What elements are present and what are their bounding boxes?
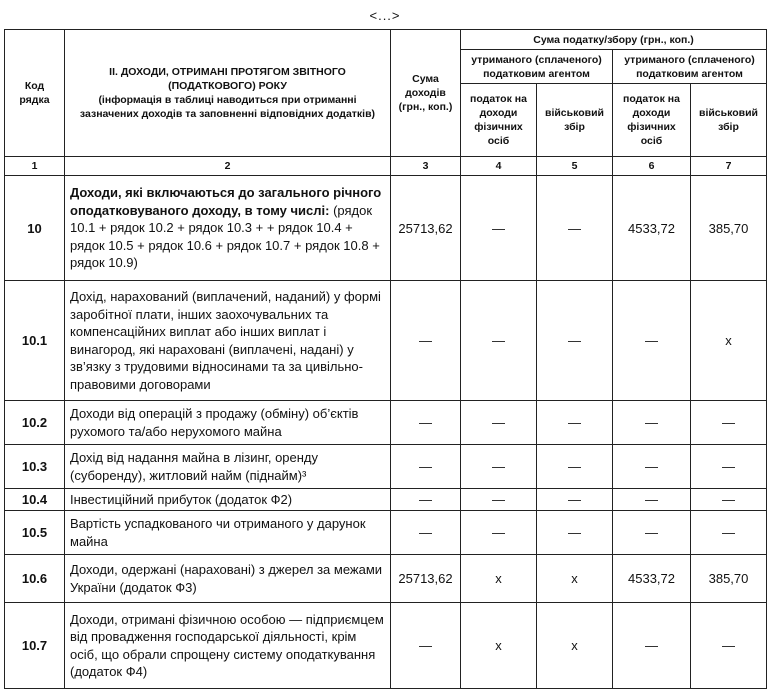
- row-description: [65, 176, 391, 281]
- military-cell-2: 385,70: [691, 555, 767, 603]
- header-income-sum: Сума доходів (грн., коп.): [391, 30, 461, 157]
- income-sum-cell: —: [391, 489, 461, 511]
- header-pdfo: податок на доходи фізичних осіб: [461, 84, 537, 157]
- income-sum-cell: —: [391, 603, 461, 689]
- income-sum-cell: —: [391, 401, 461, 445]
- row-code: 10: [5, 176, 65, 281]
- row-code: 10.5: [5, 511, 65, 555]
- column-number: 5: [537, 157, 613, 176]
- military-cell: х: [537, 555, 613, 603]
- military-cell: х: [537, 603, 613, 689]
- header-withheld-group-1: утриманого (сплаченого) податковим агентом: [461, 50, 613, 84]
- header-code: Код рядка: [5, 30, 65, 157]
- header-section-title: II. ДОХОДИ, ОТРИМАНІ ПРОТЯГОМ ЗВІТНОГО (ПОДАТКОВОГО) РОКУ: [109, 66, 346, 92]
- row-description: Доходи, отримані фізичною особою — підприємцем від провадження господарської діяльності, крім осіб, що обрали спрощену систему оподаткування (додаток Ф4): [65, 603, 391, 689]
- pdfo-cell-2: 4533,72: [613, 555, 691, 603]
- row-description-bold: Доходи, які включаються до загального річного оподатковуваного доходу, в тому числі:: [70, 185, 382, 218]
- pdfo-cell-2: 4533,72: [613, 176, 691, 281]
- row-code: 10.7: [5, 603, 65, 689]
- table-row: [5, 555, 767, 603]
- military-cell: —: [537, 401, 613, 445]
- pdfo-cell: —: [461, 281, 537, 401]
- table-row: [5, 176, 767, 281]
- income-sum-cell: —: [391, 281, 461, 401]
- income-sum-cell: —: [391, 445, 461, 489]
- table-row: [5, 401, 767, 445]
- table-row: [5, 489, 767, 511]
- military-cell-2: 385,70: [691, 176, 767, 281]
- row-description: Вартість успадкованого чи отриманого у дарунок майна: [65, 511, 391, 555]
- pdfo-cell: —: [461, 511, 537, 555]
- header-section-note: (інформація в таблиці наводиться при отриманні зазначених доходів та заповненні відповідних додатків): [79, 94, 376, 120]
- income-table: [4, 29, 767, 689]
- military-cell-2: х: [691, 281, 767, 401]
- pdfo-cell: —: [461, 176, 537, 281]
- military-cell: —: [537, 281, 613, 401]
- column-number: 1: [5, 157, 65, 176]
- row-code: 10.6: [5, 555, 65, 603]
- column-number: 3: [391, 157, 461, 176]
- row-description-text: (рядок 10.1 + рядок 10.2 + рядок 10.3 + + рядок 10.4 + рядок 10.5 + рядок 10.6 + рядок 10.7 + рядок 10.8 + рядок 10.9): [70, 202, 380, 271]
- military-cell: —: [537, 511, 613, 555]
- header-military-2: військовий збір: [691, 84, 767, 157]
- pdfo-cell: х: [461, 603, 537, 689]
- military-cell: —: [537, 445, 613, 489]
- military-cell: —: [537, 489, 613, 511]
- table-row: [5, 281, 767, 401]
- military-cell-2: —: [691, 401, 767, 445]
- military-cell-2: —: [691, 445, 767, 489]
- omission-marker: <...>: [369, 8, 401, 23]
- row-description: Дохід, нарахований (виплачений, наданий) у формі заробітної плати, інших заохочувальних та компенсаційних виплат або інших виплат і винагород, які нараховані (виплачені, надані) у зв’язку з трудовими відносинами та за цивільно-правовими договорами: [65, 281, 391, 401]
- military-cell-2: —: [691, 603, 767, 689]
- pdfo-cell-2: —: [613, 445, 691, 489]
- row-description: Дохід від надання майна в лізинг, оренду (суборенду), житловий найм (піднайм)³: [65, 445, 391, 489]
- row-description: Інвестиційний прибуток (додаток Ф2): [65, 489, 391, 511]
- income-sum-cell: 25713,62: [391, 555, 461, 603]
- pdfo-cell: —: [461, 401, 537, 445]
- pdfo-cell-2: —: [613, 401, 691, 445]
- pdfo-cell: х: [461, 555, 537, 603]
- pdfo-cell-2: —: [613, 511, 691, 555]
- header-tax-sum: Сума податку/збору (грн., коп.): [461, 30, 767, 50]
- table-row: [5, 445, 767, 489]
- income-sum-cell: 25713,62: [391, 176, 461, 281]
- row-code: 10.4: [5, 489, 65, 511]
- income-sum-cell: —: [391, 511, 461, 555]
- header-section: [65, 30, 391, 157]
- pdfo-cell: —: [461, 489, 537, 511]
- header-pdfo-2: податок на доходи фізичних осіб: [613, 84, 691, 157]
- pdfo-cell-2: —: [613, 603, 691, 689]
- column-number: 2: [65, 157, 391, 176]
- military-cell-2: —: [691, 511, 767, 555]
- column-number: 7: [691, 157, 767, 176]
- table-row: [5, 603, 767, 689]
- row-code: 10.1: [5, 281, 65, 401]
- pdfo-cell-2: —: [613, 281, 691, 401]
- row-code: 10.3: [5, 445, 65, 489]
- column-numbers-row: [5, 157, 767, 176]
- row-code: 10.2: [5, 401, 65, 445]
- column-number: 6: [613, 157, 691, 176]
- header-military: військовий збір: [537, 84, 613, 157]
- pdfo-cell: —: [461, 445, 537, 489]
- military-cell: —: [537, 176, 613, 281]
- table-row: [5, 511, 767, 555]
- row-description: Доходи від операцій з продажу (обміну) об’єктів рухомого та/або нерухомого майна: [65, 401, 391, 445]
- pdfo-cell-2: —: [613, 489, 691, 511]
- military-cell-2: —: [691, 489, 767, 511]
- column-number: 4: [461, 157, 537, 176]
- header-withheld-group-2: утриманого (сплаченого) податковим агентом: [613, 50, 767, 84]
- row-description: Доходи, одержані (нараховані) з джерел за межами України (додаток Ф3): [65, 555, 391, 603]
